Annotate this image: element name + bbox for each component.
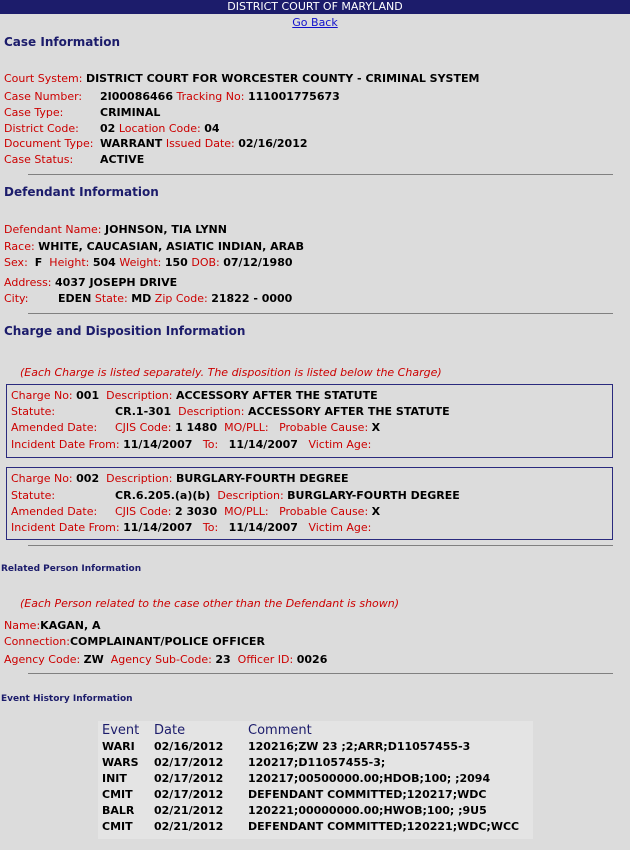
table-row	[100, 739, 523, 755]
charge-no-row	[11, 389, 378, 403]
incident-from-value: 11/14/2007	[123, 438, 193, 451]
amended-date-label: Amended Date:	[11, 421, 98, 434]
description-label: Description:	[106, 472, 173, 485]
codes-row	[11, 505, 380, 519]
mo-pll-label: MO/PLL:	[224, 505, 269, 518]
amended-date-label: Amended Date:	[11, 505, 98, 518]
charge-no-value: 002	[76, 472, 100, 485]
description-label: Description:	[106, 389, 173, 402]
charge-no-value: 001	[76, 389, 100, 402]
event-code: WARI	[102, 740, 135, 753]
statute-label: Statute:	[11, 405, 56, 418]
description-value: ACCESSORY AFTER THE STATUTE	[175, 389, 378, 402]
race-row	[4, 240, 304, 254]
issued-date-label: Issued Date:	[165, 137, 235, 150]
sex-label: Sex:	[4, 256, 28, 269]
date-column-header: Date	[154, 723, 186, 738]
agency-sub-code-value: 23	[215, 653, 231, 666]
event-code: WARS	[102, 756, 139, 769]
address-value: 4037 JOSEPH DRIVE	[55, 276, 178, 289]
case-status-label: Case Status:	[4, 153, 74, 166]
event-date: 02/17/2012	[154, 756, 224, 769]
tracking-value: 111001775673	[247, 90, 340, 103]
defendant-name-row	[4, 223, 227, 237]
agency-sub-code-label: Agency Sub-Code:	[110, 653, 212, 666]
case-status-value: ACTIVE	[100, 153, 145, 166]
table-row	[100, 803, 523, 819]
incident-from-label: Incident Date From:	[11, 438, 120, 451]
statute-label: Statute:	[11, 489, 56, 502]
dob-value: 07/12/1980	[223, 256, 293, 269]
statute-description-label: Description:	[217, 489, 284, 502]
event-header-row	[100, 721, 523, 739]
cjis-code-value: 1 1480	[175, 421, 218, 434]
description-value: BURGLARY-FOURTH DEGREE	[175, 472, 349, 485]
event-comment: DEFENDANT COMMITTED;120221;WDC;WCC	[248, 820, 520, 833]
connection-label: Connection:	[4, 635, 70, 648]
event-date: 02/21/2012	[154, 820, 224, 833]
connection-value: COMPLAINANT/POLICE OFFICER	[69, 635, 265, 648]
victim-age-label: Victim Age:	[308, 438, 372, 451]
related-name-row	[4, 619, 100, 633]
cjis-code-value: 2 3030	[175, 505, 218, 518]
comment-column-header: Comment	[248, 723, 312, 738]
zip-value: 21822 - 0000	[211, 292, 293, 305]
event-comment: DEFENDANT COMMITTED;120217;WDC	[248, 788, 487, 801]
case-status-row	[4, 153, 144, 167]
defendant-heading: Defendant Information	[4, 185, 159, 199]
district-code-row	[4, 122, 220, 136]
statute-value: CR.6.205.(a)(b)	[115, 489, 211, 502]
defendant-name-label: Defendant Name:	[4, 223, 102, 236]
statute-value: CR.1-301	[115, 405, 172, 418]
cjis-code-label: CJIS Code:	[115, 505, 172, 518]
incident-from-label: Incident Date From:	[11, 521, 120, 534]
connection-row	[4, 635, 265, 649]
height-label: Height:	[49, 256, 90, 269]
defendant-name-value: JOHNSON, TIA LYNN	[105, 223, 227, 236]
charges-note: (Each Charge is listed separately. The disposition is listed below the Charge)	[20, 366, 442, 379]
related-heading: Related Person Information	[1, 564, 142, 574]
location-code-label: Location Code:	[118, 122, 201, 135]
event-comment: 120217;D11057455-3;	[248, 756, 386, 769]
event-date: 02/17/2012	[154, 788, 224, 801]
state-label: State:	[94, 292, 128, 305]
charge-no-label: Charge No:	[11, 389, 73, 402]
district-code-value: 02	[100, 122, 116, 135]
state-value: MD	[131, 292, 152, 305]
case-type-value: CRIMINAL	[100, 106, 161, 119]
charge-box	[6, 384, 613, 458]
related-name-label: Name:	[4, 619, 41, 632]
event-code: INIT	[102, 772, 127, 785]
charge-no-label: Charge No:	[11, 472, 73, 485]
agency-row	[4, 653, 327, 667]
related-name-value: KAGAN, A	[40, 619, 101, 632]
event-code: CMIT	[102, 788, 133, 801]
codes-row	[11, 421, 380, 435]
event-date: 02/21/2012	[154, 804, 224, 817]
city-value: EDEN	[58, 292, 92, 305]
incident-to-label: To:	[202, 438, 219, 451]
officer-id-label: Officer ID:	[237, 653, 294, 666]
case-number-value: 2I00086466	[100, 90, 173, 103]
case-type-label: Case Type:	[4, 106, 64, 119]
event-history-panel	[98, 721, 533, 839]
incident-to-value: 11/14/2007	[228, 438, 298, 451]
incident-row	[11, 521, 371, 535]
table-row	[100, 755, 523, 771]
statute-description-value: ACCESSORY AFTER THE STATUTE	[247, 405, 450, 418]
agency-code-label: Agency Code:	[4, 653, 81, 666]
case-number-row	[4, 90, 340, 104]
court-system-label: Court System:	[4, 72, 83, 85]
event-history-table	[100, 721, 523, 835]
incident-to-value: 11/14/2007	[228, 521, 298, 534]
victim-age-label: Victim Age:	[308, 521, 372, 534]
race-value: WHITE, CAUCASIAN, ASIATIC INDIAN, ARAB	[38, 240, 304, 253]
statute-description-label: Description:	[178, 405, 245, 418]
event-code: BALR	[102, 804, 135, 817]
document-type-label: Document Type:	[4, 137, 94, 150]
event-comment: 120221;00000000.00;HWOB;100; ;9U5	[248, 804, 487, 817]
document-type-value: WARRANT	[100, 137, 163, 150]
address-row	[4, 276, 177, 290]
probable-cause-label: Probable Cause:	[279, 421, 369, 434]
go-back-link[interactable]: Go Back	[292, 16, 338, 29]
divider	[28, 673, 613, 674]
cjis-code-label: CJIS Code:	[115, 421, 172, 434]
issued-date-value: 02/16/2012	[238, 137, 308, 150]
divider	[28, 313, 613, 314]
tracking-label: Tracking No:	[176, 90, 245, 103]
agency-code-value: ZW	[83, 653, 104, 666]
statute-row	[11, 405, 450, 419]
officer-id-value: 0026	[296, 653, 328, 666]
weight-value: 150	[164, 256, 188, 269]
event-column-header: Event	[102, 723, 140, 738]
probable-cause-value: X	[371, 421, 381, 434]
incident-to-label: To:	[202, 521, 219, 534]
divider	[28, 174, 613, 175]
charges-heading: Charge and Disposition Information	[4, 324, 246, 338]
incident-from-value: 11/14/2007	[123, 521, 193, 534]
table-row	[100, 819, 523, 835]
weight-label: Weight:	[119, 256, 162, 269]
zip-label: Zip Code:	[154, 292, 208, 305]
probable-cause-value: X	[371, 505, 381, 518]
charge-no-row	[11, 472, 349, 486]
location-code-value: 04	[204, 122, 220, 135]
go-back-container	[0, 16, 630, 29]
events-heading: Event History Information	[1, 694, 133, 704]
statute-row	[11, 489, 460, 503]
statute-description-value: BURGLARY-FOURTH DEGREE	[287, 489, 460, 502]
event-comment: 120217;00500000.00;HDOB;100; ;2094	[248, 772, 491, 785]
charge-box	[6, 467, 613, 540]
table-row	[100, 787, 523, 803]
race-label: Race:	[4, 240, 35, 253]
dob-label: DOB:	[191, 256, 220, 269]
city-row	[4, 292, 292, 306]
sex-value: F	[34, 256, 43, 269]
mo-pll-label: MO/PLL:	[224, 421, 269, 434]
court-title-bar: DISTRICT COURT OF MARYLAND	[0, 0, 630, 14]
event-code: CMIT	[102, 820, 133, 833]
court-system-value: DISTRICT COURT FOR WORCESTER COUNTY - CRIMINAL SYSTEM	[85, 72, 480, 85]
physical-row	[4, 256, 293, 270]
district-code-label: District Code:	[4, 122, 79, 135]
probable-cause-label: Probable Cause:	[279, 505, 369, 518]
document-type-row	[4, 137, 308, 151]
related-note: (Each Person related to the case other than the Defendant is shown)	[20, 597, 400, 610]
city-label: City:	[4, 292, 29, 305]
event-comment: 120216;ZW 23 ;2;ARR;D11057455-3	[248, 740, 471, 753]
event-date: 02/17/2012	[154, 772, 224, 785]
height-value: 504	[92, 256, 116, 269]
event-date: 02/16/2012	[154, 740, 224, 753]
divider	[28, 545, 613, 546]
incident-row	[11, 438, 371, 452]
address-label: Address:	[4, 276, 52, 289]
table-row	[100, 771, 523, 787]
case-number-label: Case Number:	[4, 90, 83, 103]
case-info-heading: Case Information	[4, 35, 120, 49]
case-type-row	[4, 106, 160, 120]
court-system-row	[4, 72, 479, 86]
